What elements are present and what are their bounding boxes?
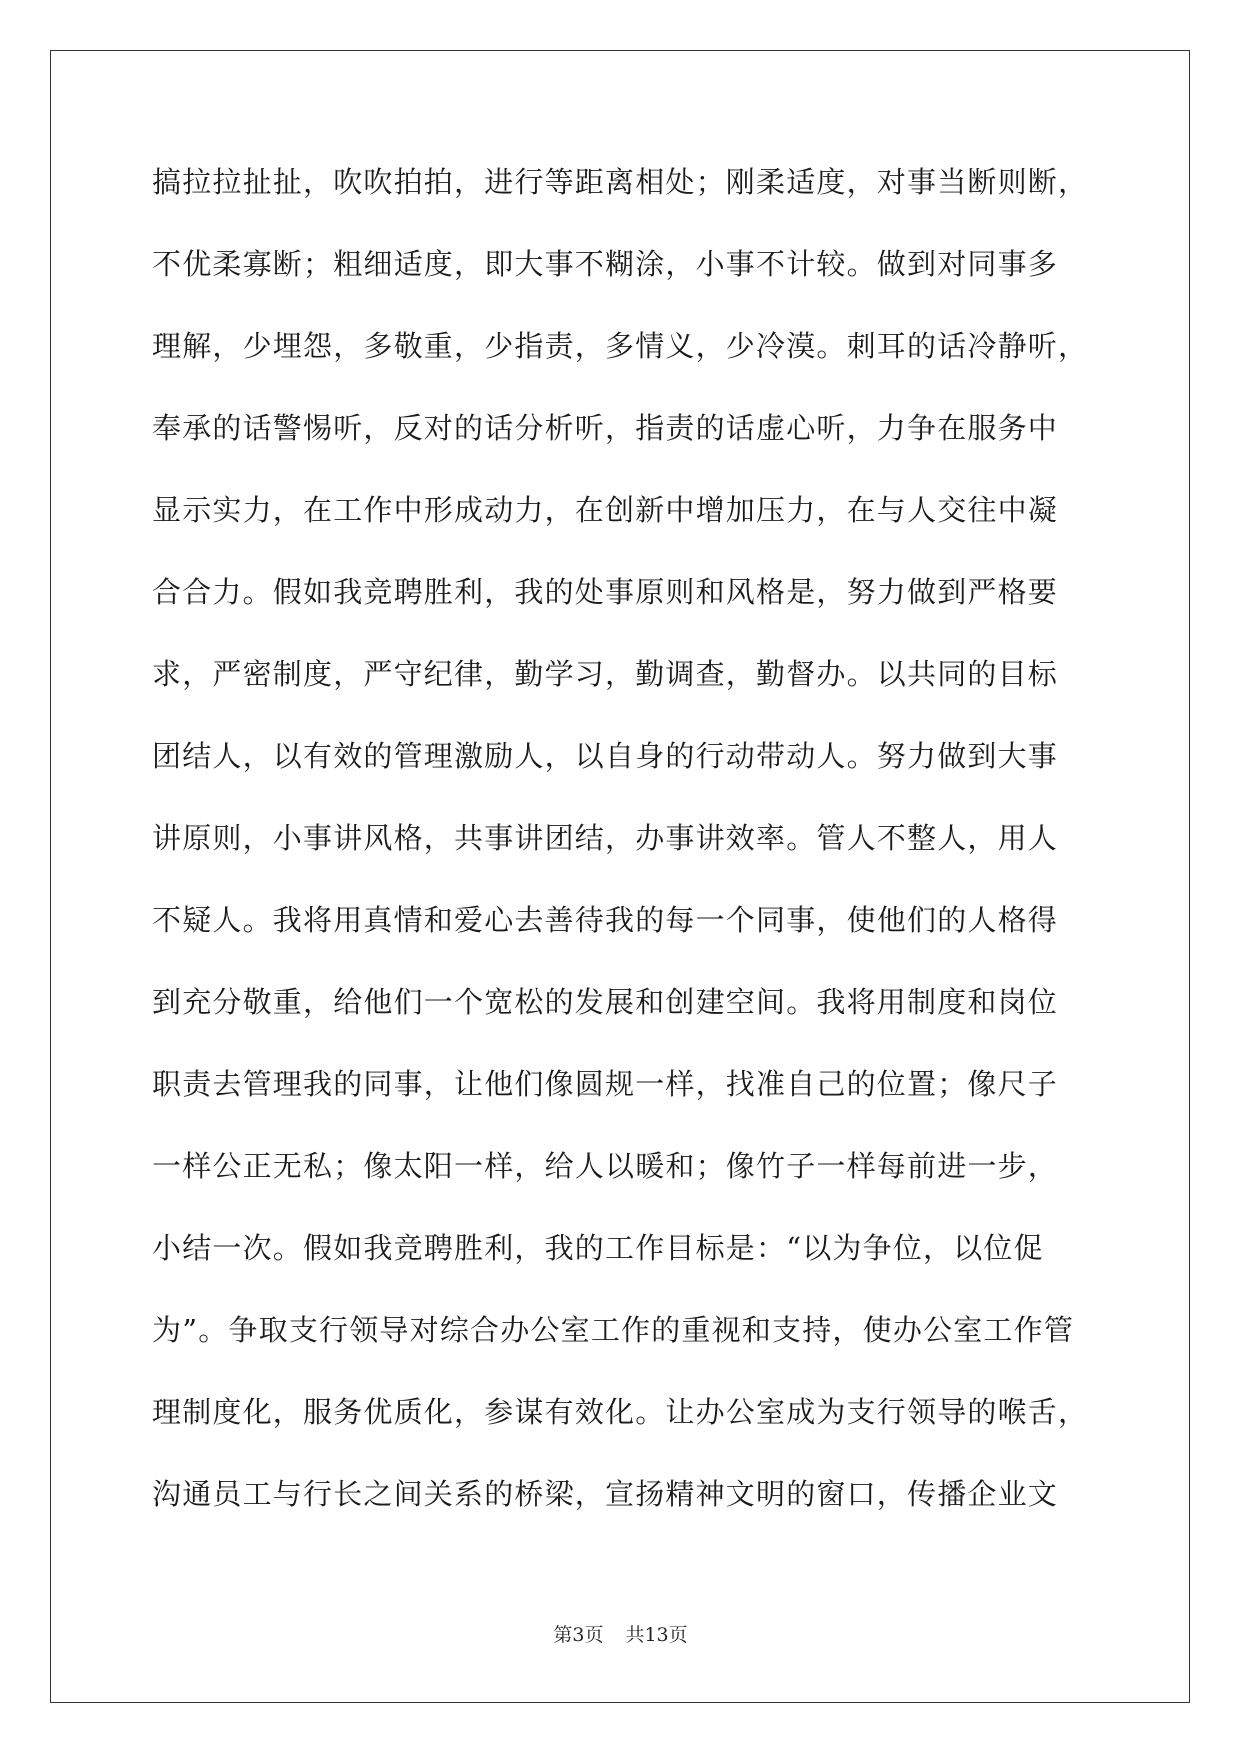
text-line: 合合力。假如我竞聘胜利，我的处事原则和风格是，努力做到严格要	[152, 575, 1059, 609]
page-number-current: 第3页	[553, 1624, 604, 1646]
text-line: 沟通员工与行长之间关系的桥梁，宣扬精神文明的窗口，传播企业文	[152, 1477, 1059, 1511]
text-line: 为”。争取支行领导对综合办公室工作的重视和支持，使办公室工作管	[152, 1313, 1075, 1347]
page-number-total: 共13页	[625, 1624, 688, 1646]
document-body	[152, 160, 1092, 1554]
text-line: 理解，少埋怨，多敬重，少指责，多情义，少冷漠。刺耳的话冷静听，	[152, 329, 1089, 363]
text-line: 搞拉拉扯扯，吹吹拍拍，进行等距离相处；刚柔适度，对事当断则断，	[152, 165, 1089, 199]
text-line: 不优柔寡断；粗细适度，即大事不糊涂，小事不计较。做到对同事多	[152, 247, 1059, 281]
text-line: 奉承的话警惕听，反对的话分析听，指责的话虚心听，力争在服务中	[152, 411, 1059, 445]
text-line: 不疑人。我将用真情和爱心去善待我的每一个同事，使他们的人格得	[152, 903, 1059, 937]
text-line: 求，严密制度，严守纪律，勤学习，勤调查，勤督办。以共同的目标	[152, 657, 1059, 691]
text-line: 到充分敬重，给他们一个宽松的发展和创建空间。我将用制度和岗位	[152, 985, 1059, 1019]
text-line: 显示实力，在工作中形成动力，在创新中增加压力，在与人交往中凝	[152, 493, 1059, 527]
text-line: 团结人，以有效的管理激励人，以自身的行动带动人。努力做到大事	[152, 739, 1059, 773]
text-line: 一样公正无私；像太阳一样，给人以暖和；像竹子一样每前进一步，	[152, 1149, 1059, 1183]
text-line: 职责去管理我的同事，让他们像圆规一样，找准自己的位置；像尺子	[152, 1067, 1059, 1101]
text-line: 小结一次。假如我竞聘胜利，我的工作目标是：“以为争位，以位促	[152, 1231, 1044, 1265]
page-footer	[0, 1620, 1241, 1647]
text-line: 讲原则，小事讲风格，共事讲团结，办事讲效率。管人不整人，用人	[152, 821, 1059, 855]
text-line: 理制度化，服务优质化，参谋有效化。让办公室成为支行领导的喉舌，	[152, 1395, 1089, 1429]
